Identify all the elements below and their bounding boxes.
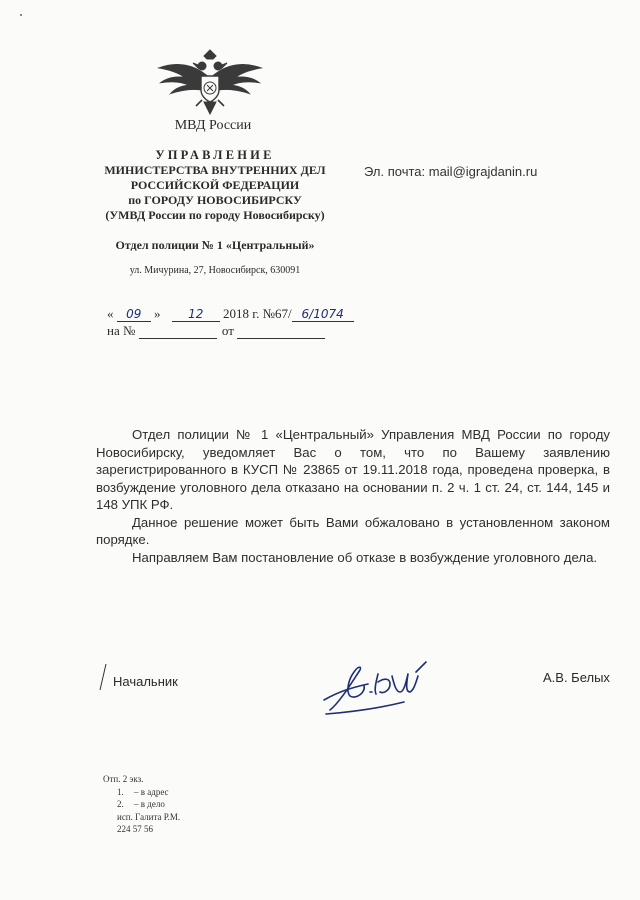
letter-body: [96, 426, 610, 566]
department-name: Отдел полиции № 1 «Центральный»: [115, 238, 315, 252]
copy-item-1-number: 1.: [117, 786, 124, 797]
body-paragraph-3: Направляем Вам постановление об отказе в возбуждение уголовного дела.: [132, 549, 598, 565]
copy-item-2-number: 2.: [117, 799, 124, 809]
incoming-number-blank: [139, 324, 217, 339]
letterhead-line-3: РОССИЙСКОЙ ФЕДЕРАЦИИ: [130, 178, 300, 192]
copy-item-1: [103, 786, 180, 799]
reference-number-handwritten: 6/1074: [292, 307, 354, 322]
letterhead-line-5: (УМВД России по городу Новосибирску): [105, 208, 325, 222]
letterhead-line-4: по ГОРОДУ НОВОСИБИРСКУ: [128, 193, 302, 207]
body-paragraph-1: Отдел полиции № 1 «Центральный» Управления МВД России по городу Новосибирску, уведомляет Вас о том, что по Вашему заявлению зарегистрированного в КУСП № 23865 от 19.11.2018 года, проведена проверка, в возбуждение уголовного дела отказано на основании п. 2 ч. 1 ст. 24, ст. 144, 145 и 148 УПК РФ.: [96, 427, 610, 512]
agency-short-name: МВД России: [174, 118, 252, 133]
reference-year-label: 2018 г. №: [223, 306, 276, 321]
signatory-name: А.В. Белых: [543, 670, 610, 685]
department-address: ул. Мичурина, 27, Новосибирск, 630091: [129, 265, 301, 276]
signatory-title: Начальник: [113, 674, 178, 689]
incoming-date-label: от: [221, 323, 234, 338]
copy-item-2-text: – в дело: [134, 799, 165, 809]
letterhead-block: [90, 148, 340, 223]
executor-phone: 224 57 56: [117, 824, 153, 834]
copy-item-2: [103, 798, 180, 811]
scan-speck: [20, 14, 22, 16]
incoming-number-label: на №: [107, 323, 136, 338]
body-paragraph-2: Данное решение может быть Вами обжаловано в установленном законом порядке.: [96, 514, 610, 547]
reference-day: 09: [117, 307, 151, 322]
letterhead-line-2: МИНИСТЕРСТВА ВНУТРЕННИХ ДЕЛ: [104, 163, 326, 177]
incoming-date-blank: [237, 324, 325, 339]
executor-name: исп. Галита Р.М.: [117, 811, 181, 822]
letter-reference-line: [107, 306, 354, 322]
margin-slash-mark: [98, 663, 108, 691]
reference-month: 12: [172, 307, 220, 322]
copy-item-1-text: – в адрес: [134, 786, 169, 797]
open-quote: «: [107, 306, 114, 321]
incoming-reference-line: [107, 323, 325, 339]
close-quote: »: [154, 306, 161, 321]
email-line: Эл. почта: mail@igrajdanin.ru: [364, 164, 538, 179]
footer-notes: [103, 773, 180, 836]
letterhead-line-1: УПРАВЛЕНИЕ: [155, 148, 275, 162]
reference-number-printed: 67/: [275, 306, 292, 321]
handwritten-signature: [320, 652, 430, 722]
copies-count: Отп. 2 экз.: [103, 774, 144, 784]
double-headed-eagle-emblem-icon: [152, 48, 268, 120]
